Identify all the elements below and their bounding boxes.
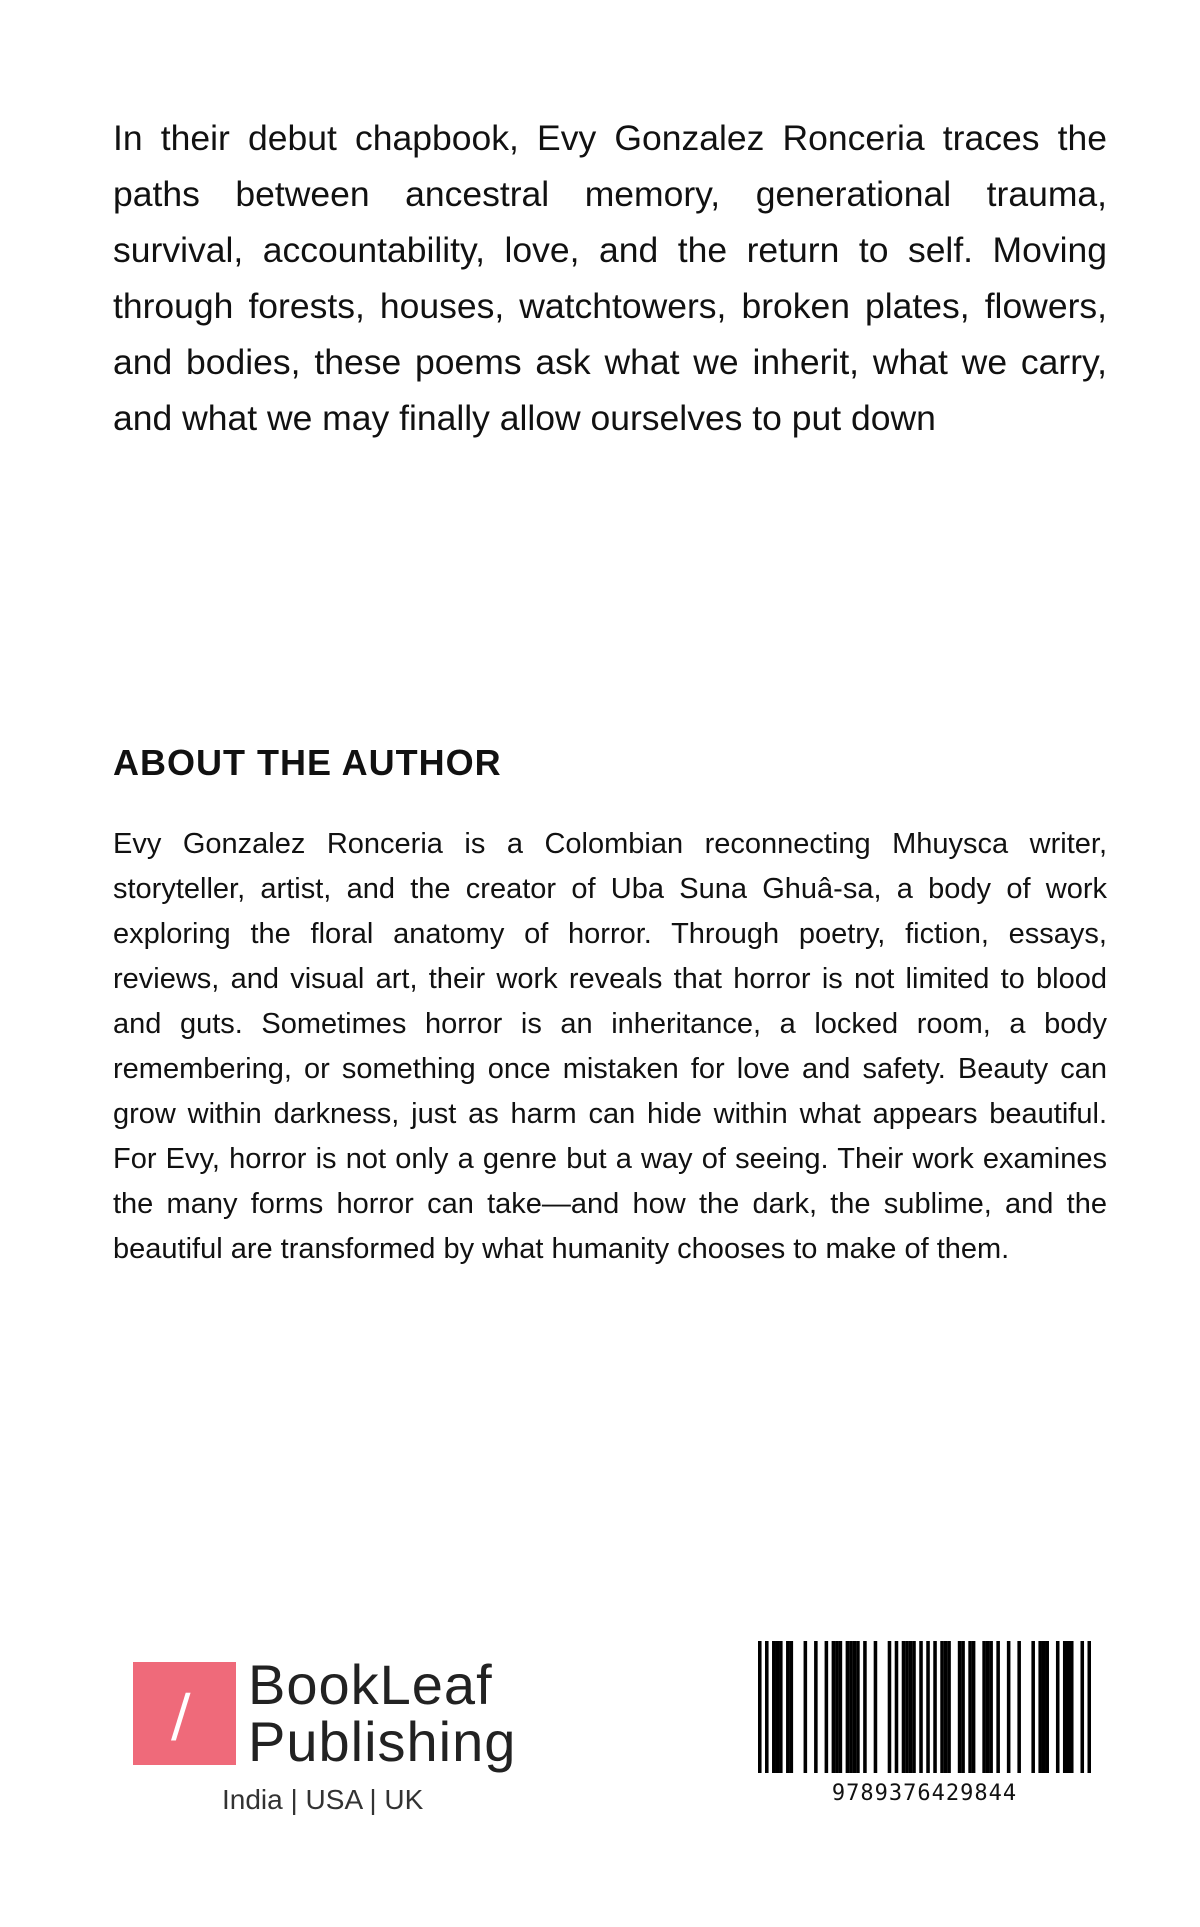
- barcode-bar: [1007, 1641, 1011, 1773]
- barcode-bar: [1031, 1641, 1035, 1773]
- barcode-bar: [1045, 1641, 1049, 1773]
- publisher-logo-icon: [133, 1662, 236, 1765]
- barcode-bar: [933, 1641, 937, 1773]
- barcode-bar: [1056, 1641, 1060, 1773]
- author-bio: Evy Gonzalez Ronceria is a Colombian reconnecting Mhuysca writer, storyteller, artist, and the creator of Uba Suna Ghuâ-sa, a body of work exploring the floral anatomy of horror. Through poetry, fiction, essays, reviews, and visual art, their work reveals that horror is not limited to blood and guts. Sometimes horror is an inheritance, a locked room, a body remembering, or something once mistaken for love and safety. Beauty can grow within darkness, just as harm can hide within what appears beautiful. For Evy, horror is not only a genre but a way of seeing. Their work examines the many forms horror can take—and how the dark, the sublime, and the beautiful are transformed by what humanity chooses to make of them.: [113, 828, 1107, 1265]
- barcode-bar: [758, 1641, 762, 1773]
- barcode-bar: [853, 1641, 857, 1773]
- barcode-bar: [874, 1641, 878, 1773]
- about-the-author-heading: ABOUT THE AUTHOR: [113, 742, 502, 783]
- barcode-bar: [996, 1641, 1000, 1773]
- barcode-bar: [909, 1641, 913, 1773]
- barcode-bar: [825, 1641, 829, 1773]
- barcode-bar: [804, 1641, 808, 1773]
- barcode-bar: [786, 1641, 790, 1773]
- barcode-bar: [926, 1641, 930, 1773]
- logo-slash-mark: /: [171, 1681, 191, 1749]
- barcode-bar: [779, 1641, 783, 1773]
- barcode-bar: [863, 1641, 867, 1773]
- isbn-number: 9789376429844: [831, 1781, 1018, 1806]
- back-cover-blurb: In their debut chapbook, Evy Gonzalez Ronceria traces the paths between ancestral memory, generational trauma, survival, accountability, love, and the return to self. Moving through forests, houses, watchtowers, broken plates, flowers, and bodies, these poems ask what we inherit, what we carry, and what we may finally allow ourselves to put down: [113, 118, 1107, 438]
- publisher-regions: India | USA | UK: [222, 1784, 424, 1815]
- barcode-bar: [968, 1641, 972, 1773]
- isbn-barcode: [758, 1641, 1091, 1773]
- barcode-bar: [944, 1641, 948, 1773]
- barcode-bar: [839, 1641, 843, 1773]
- barcode-bar: [1017, 1641, 1021, 1773]
- barcode-bar: [905, 1641, 909, 1773]
- barcode-bar: [814, 1641, 818, 1773]
- barcode-bar: [1063, 1641, 1067, 1773]
- barcode-bar: [972, 1641, 976, 1773]
- barcode-bar: [961, 1641, 965, 1773]
- publisher-name-line2: Publishing: [248, 1710, 517, 1773]
- barcode-bar: [1042, 1641, 1046, 1773]
- barcode-bar: [947, 1641, 951, 1773]
- barcode-bar: [895, 1641, 899, 1773]
- barcode-bar: [846, 1641, 850, 1773]
- barcode-bar: [856, 1641, 860, 1773]
- barcode-bar: [1087, 1641, 1091, 1773]
- barcode-bar: [986, 1641, 990, 1773]
- barcode-bar: [940, 1641, 944, 1773]
- barcode-bar: [982, 1641, 986, 1773]
- barcode-bar: [919, 1641, 923, 1773]
- barcode-bar: [912, 1641, 916, 1773]
- barcode-bar: [1070, 1641, 1074, 1773]
- barcode-bar: [902, 1641, 906, 1773]
- barcode-bar: [989, 1641, 993, 1773]
- barcode-bar: [958, 1641, 962, 1773]
- barcode-bar: [1066, 1641, 1070, 1773]
- barcode-bar: [849, 1641, 853, 1773]
- barcode-bar: [790, 1641, 794, 1773]
- barcode-bar: [835, 1641, 839, 1773]
- barcode-bar: [776, 1641, 780, 1773]
- barcode-bar: [1038, 1641, 1042, 1773]
- barcode-bar: [765, 1641, 769, 1773]
- barcode-bar: [772, 1641, 776, 1773]
- barcode-bar: [888, 1641, 892, 1773]
- barcode-bar: [1080, 1641, 1084, 1773]
- barcode-bar: [832, 1641, 836, 1773]
- publisher-name-line1: BookLeaf: [248, 1653, 493, 1716]
